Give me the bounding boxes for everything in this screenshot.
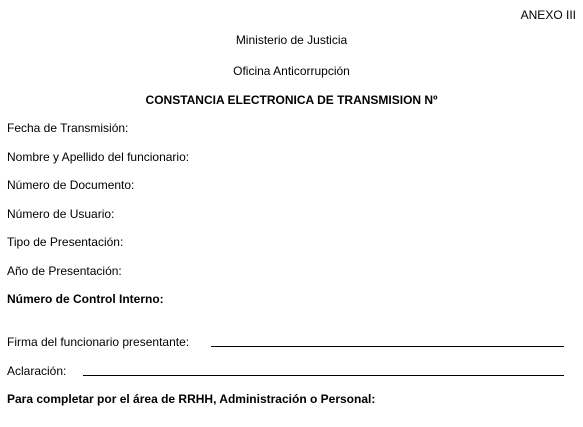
signature-line	[211, 346, 564, 347]
clarification-line	[83, 375, 564, 376]
field-user-number: Número de Usuario:	[7, 207, 115, 221]
field-document-number: Número de Documento:	[7, 178, 135, 192]
field-presentation-type: Tipo de Presentación:	[7, 235, 124, 249]
hr-section-label: Para completar por el área de RRHH, Administración o Personal:	[7, 392, 376, 406]
internal-control-number-label: Número de Control Interno:	[7, 292, 164, 306]
clarification-label: Aclaración:	[7, 364, 67, 378]
annex-label: ANEXO III	[520, 8, 576, 22]
office-heading: Oficina Anticorrupción	[233, 64, 350, 78]
field-presentation-year: Año de Presentación:	[7, 264, 122, 278]
signature-label: Firma del funcionario presentante:	[7, 335, 190, 349]
field-official-name: Nombre y Apellido del funcionario:	[7, 150, 190, 164]
document-title: CONSTANCIA ELECTRONICA DE TRANSMISION Nº	[145, 93, 438, 107]
field-transmission-date: Fecha de Transmisión:	[7, 121, 129, 135]
ministry-heading: Ministerio de Justicia	[235, 33, 348, 47]
